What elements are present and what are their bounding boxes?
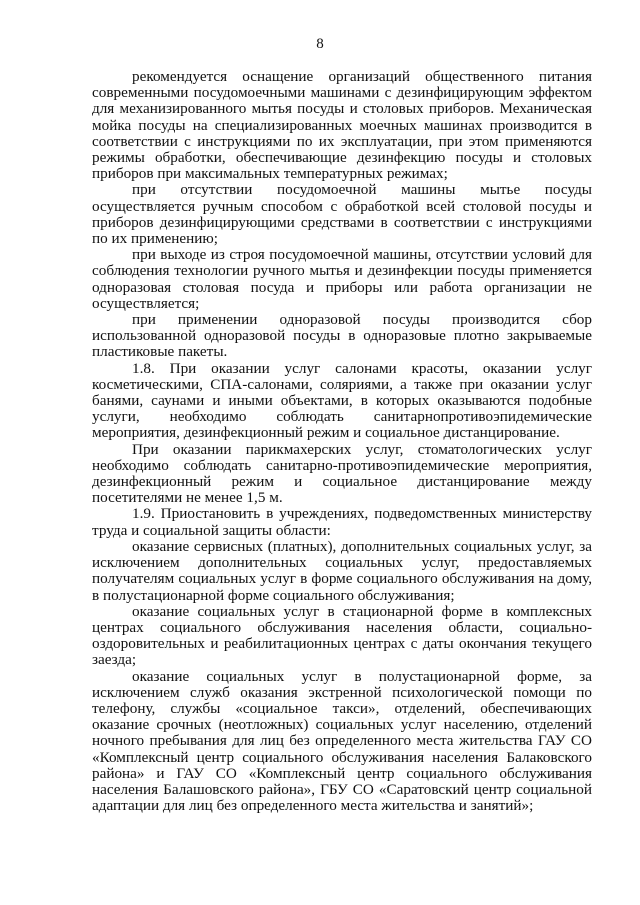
paragraph-1-9-suspend: 1.9. Приостановить в учреждениях, подведомственных министерству труда и социальной защиты области:: [92, 505, 592, 539]
paragraph-dishwasher-equipment: рекомендуется оснащение организаций общественного питания современными посудомоечными машинами с дезинфицирующим эффектом для механизированного мытья посуды и столовых приборов. Механическая мойка посуды на специализированных моечных машинах производится в соответствии с инструкциями по их эксплуатации, при этом применяются режимы обработки, обеспечивающие дезинфекцию посуды и столовых приборов при максимальных температурных режимах;: [92, 68, 592, 183]
paragraph-paid-services: оказание сервисных (платных), дополнительных социальных услуг, за исключением дополнительных социальных услуг, предоставляемых получателям социальных услуг в форме социального обслуживания на дому, в полустационарной форме социального обслуживания;: [92, 537, 592, 604]
paragraph-dishwasher-failure: при выходе из строя посудомоечной машины, отсутствии условий для соблюдения технологии ручного мытья и дезинфекции посуды применяется одноразовая столовая посуда и приборы или работа организации не осуществляется;: [92, 246, 592, 312]
paragraph-stationary-services: оказание социальных услуг в стационарной форме в комплексных центрах социального обслуживания населения области, социально-оздоровительных и реабилитационных центрах с даты окончания текущего заезда;: [92, 602, 592, 669]
paragraph-semi-stationary-services: оказание социальных услуг в полустационарной форме, за исключением служб оказания экстренной психологической помощи по телефону, службы «социальное такси», отделений, обеспечивающих оказание срочных (неотложных) социальных услуг населению, отделений ночного пребывания для лиц без определенного места жительства ГАУ СО «Комплексный центр социального обслуживания населения Балаковского района» и ГАУ СО «Комплексный центр социального обслуживания населения Балашовского района», ГБУ СО «Саратовский центр социальной адаптации для лиц без определенного места жительства и занятий»;: [92, 667, 592, 815]
page-number: 8: [316, 36, 324, 52]
paragraph-disposable-tableware: при применении одноразовой посуды производится сбор использованной одноразовой посуды в одноразовые плотно закрываемые пластиковые пакеты.: [92, 311, 592, 361]
paragraph-manual-washing: при отсутствии посудомоечной машины мытье посуды осуществляется ручным способом с обработкой всей столовой посуды и приборов дезинфицирующими средствами в соответствии с инструкциями по их применению;: [92, 181, 592, 248]
paragraph-hairdressing-dental: При оказании парикмахерских услуг, стоматологических услуг необходимо соблюдать санитарно-противоэпидемические мероприятия, дезинфекционный режим и социальное дистанцирование между посетителями не менее 1,5 м.: [92, 440, 592, 507]
document-body: [92, 69, 592, 814]
paragraph-1-8-beauty-services: 1.8. При оказании услуг салонами красоты, оказании услуг косметическими, СПА-салонами, соляриями, а также при оказании услуг банями, саунами и иными объектами, в которых оказываются подобные услуги, необходимо соблюдать санитарнопротивоэпидемические мероприятия, дезинфекционный режим и социальное дистанцирование.: [92, 359, 592, 442]
